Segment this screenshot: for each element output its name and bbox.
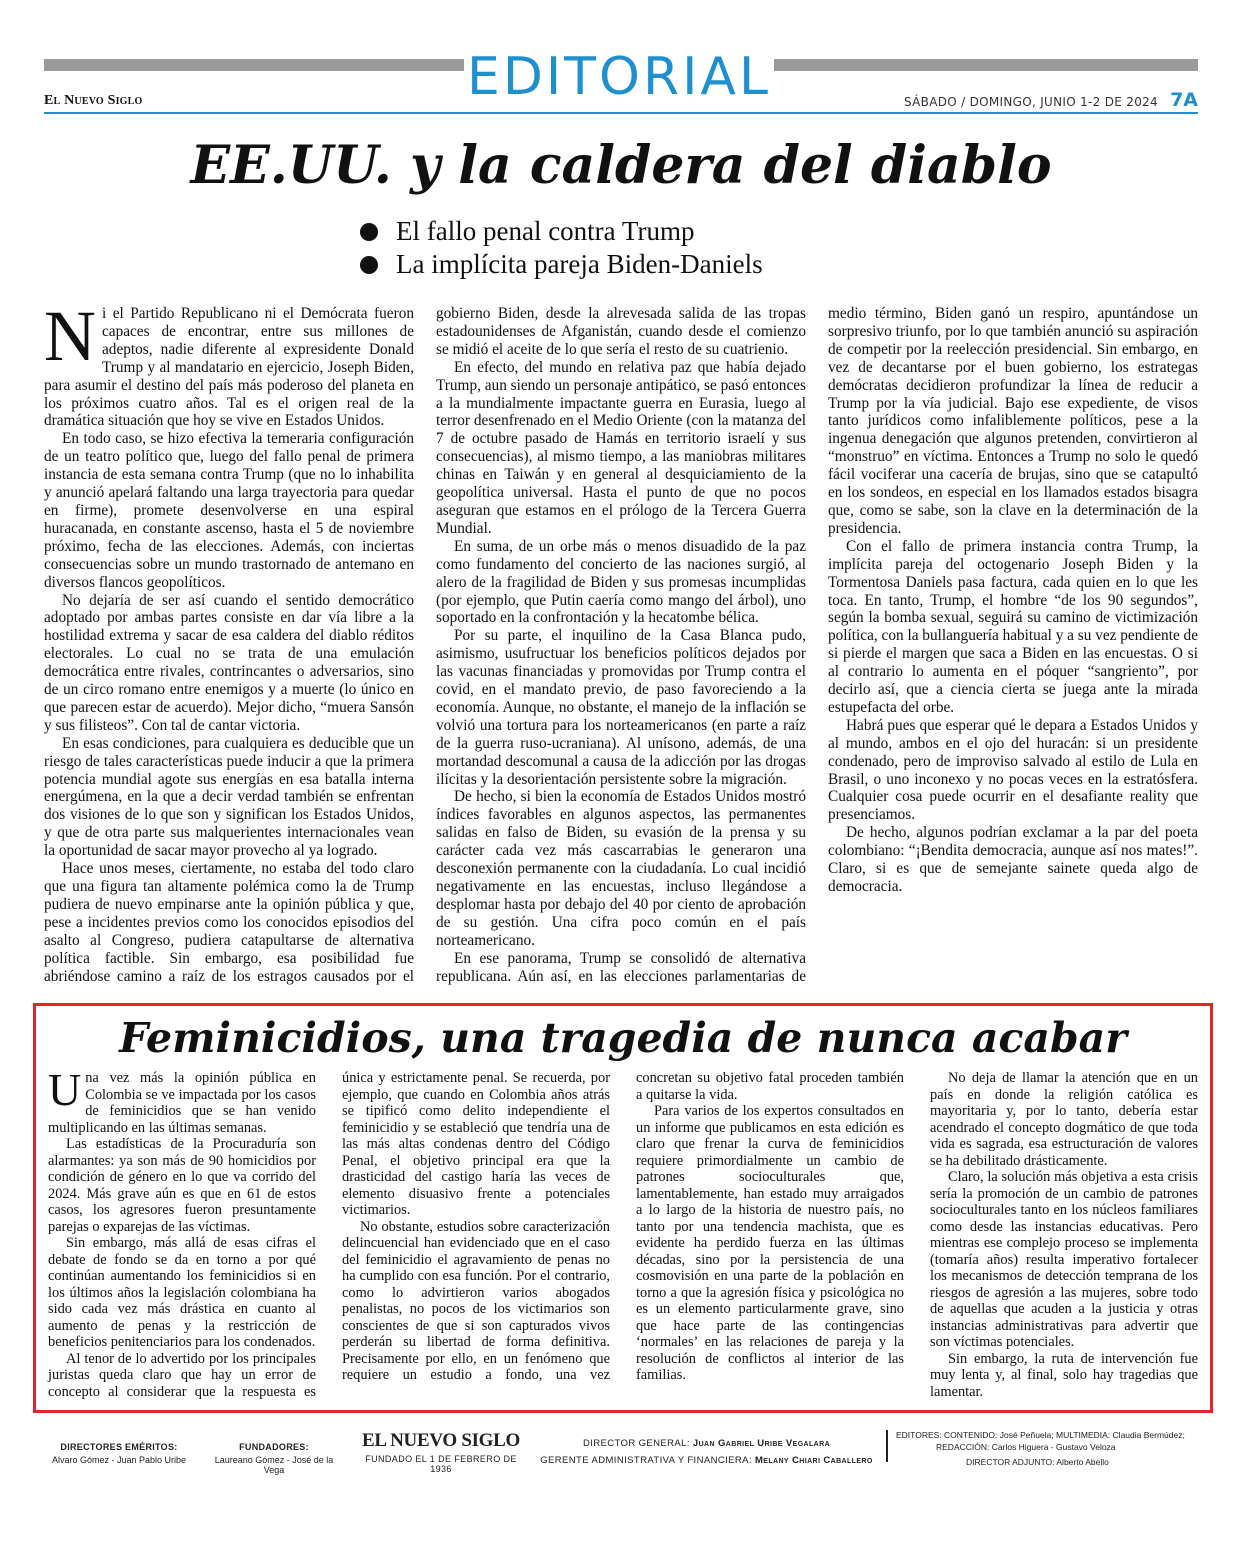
subhead-item [360,215,880,248]
fundadores: FUNDADORES: Laureano Gómez - José de la Vega [214,1442,334,1475]
article-paragraph: No dejaría de ser así cuando el sentido democrático adoptado por ambas partes consiste en dar vía libre a la hostilidad extrema y sacar de esa caldera del diablo réditos electorales. Lo cual no se trata de una emulación democrática entre rivales, contrincantes o adversarios, sino de un circo romano entre enemigos y a muerte (lo único en que parecen estar de acuerdo). Mejor dicho, “muera Sansón y sus filisteos”. Con tal de cantar victoria. [44,591,414,734]
header-bar-right [774,59,1198,71]
article-paragraph: Con el fallo de primera instancia contra Trump, la implícita pareja del octogenario Joseph Biden y la Tormentosa Daniels pasa factura, cada quien en lo que les toca. En tanto, Trump, el hombre “de los 90 segundos”, según la bomba sexual, seguirá su camino de victimización política, con la bullanguería habitual y a su vez pendiente de si pierde el margen que saca a Biden en las encuestas. O si al contrario lo aumenta en el póquer “sangriento”, por decirlo así, que a ciencia cierta se juega ante la mirada estupefacta del orbe. [828,537,1198,716]
header-bar-left [44,59,464,71]
bullet-icon [360,223,378,241]
page-header [44,47,1198,115]
article-paragraph: En todo caso, se hizo efectiva la temeraria configuración de un teatro político que, luego del fallo penal de primera instancia de esta semana contra Trump (que no lo inhabilita y anunció apelará faltando una larga trayectoria para quedar en firme), promete desenvolverse en una espiral huracanada, en constante ascenso, hasta el 5 de noviembre próximo, fecha de las elecciones. Además, con inciertas consecuencias sobre un mundo trastornado de antemano en diversos flancos geopolíticos. [44,430,414,591]
article-paragraph: Las estadísticas de la Procuraduría son alarmantes: ya son más de 90 homicidios por condición de género en lo que va corrido del 2024. Más grave aún es que en 61 de estos casos, los agresores fueron presuntamente parejas o exparejas de las víctimas. [48,1136,316,1235]
main-article-body [44,296,1198,990]
editors-block: EDITORES: CONTENIDO: José Peñuela; MULTIMEDIA: Claudia Bermúdez; REDACCIÓN: Carlos Higuera - Gustavo Veloza DIRECTOR ADJUNTO: Alberto Abello [896,1430,1185,1467]
article-paragraph: Ni el Partido Republicano ni el Demócrata fueron capaces de encontrar, entre sus millones de adeptos, nadie diferente al expresidente Donald Trump y al mandatario en ejercicio, Joseph Biden, para asumir el destino del país más poderoso del planeta en los próximos cuatro años. Tal es el origen real de la dramática situación que hoy se vive en Estados Unidos. [44,296,414,430]
article-paragraph: De hecho, si bien la economía de Estados Unidos mostró índices favorables en algunos aspectos, las permanentes salidas en falso de Biden, su evasión de la prensa y su carácter cada vez más cascarrabias le generaron una desconexión permanente con la ciudadanía. Lo cual incidió negativamente en las encuestas, incluso llegándose a desplomar hasta por debajo del 40 por ciento de aprobación de su gestión. Una cifra poco común en el país norteamericano. [436,788,806,949]
page-number: 7A [1170,89,1198,111]
subheads [360,215,880,281]
box-article-body [48,1064,1198,1408]
page-footer [44,1430,1198,1490]
article-paragraph: En efecto, del mundo en relativa paz que había dejado Trump, aun siendo un personaje antipático, se pasó entonces a la mundialmente impactante guerra en Eurasia, luego al terror desenfrenado en el Medio Oriente (con la matanza del 7 de octubre pasado de Hamás en territorio israelí y sus consecuencias), al mismo tiempo, a las maniobras militares chinas en Taiwán y en general al desquiciamiento de la geopolítica universal. Hasta el punto de que no pocos aseguran que estamos en el prólogo de la Tercera Guerra Mundial. [436,358,806,537]
founded-date: FUNDADO EL 1 DE FEBRERO DE 1936 [365,1454,517,1474]
article-paragraph: En esas condiciones, para cualquiera es deducible que un riesgo de tales características puede inducir a que la primera potencia mundial agote sus energías en esa batalla interna energúmena, en la que a decir verdad también se enfrentan dos visiones de lo que son y significan los Estados Unidos, y que de otra parte sus malquerientes internacionales vean la oportunidad de sacar mayor provecho al ya logrado. [44,734,414,860]
footer-logo: EL NUEVO SIGLO [361,1430,521,1451]
drop-cap: U [48,1064,82,1115]
article-paragraph: Claro, la solución más objetiva a esta crisis sería la promoción de un cambio de patrones socioculturales tanto en los núcleos familiares como desde las instancias educativas. Pero mientras ese complejo proceso se implementa (tomaría años) resulta imperativo fortalecer los mecanismos de detección temprana de los riesgos de agresión a las mujeres, sobre todo de aquellas que acuden a la justicia y otras instancias administrativas para advertir que son víctimas potenciales. [930,1169,1198,1350]
masthead: El Nuevo Siglo [44,93,143,108]
drop-cap: N [44,296,96,376]
footer-divider [886,1430,888,1462]
subhead-text: La implícita pareja Biden-Daniels [396,249,763,279]
article-paragraph: Para varios de los expertos consultados en un informe que publicamos en esta edición es claro que frenar la curva de feminicidios requiere primordialmente un cambio de patrones socioculturales que, lamentablemente, han estado muy arraigados a lo largo de la historia de nuestro país, no tanto por una tendencia machista, que es evidente ha perdido fuerza en las últimas décadas, sino por la persistencia de una cosmovisión en una parte de la población en torno a que la agresión física y psicológica no es un elemento particularmente grave, sino que hace parte de las contingencias ‘normales’ en las relaciones de pareja y la resolución de conflictos al interior de las familias. [636,1103,904,1383]
article-paragraph: No obstante, estudios sobre caracterización delincuencial han evidenciado que en el caso del feminicidio el agravamiento de penas no ha cumplido con esa función. Por el contrario, como lo advirtieron varios abogados penalistas, no pocos de los victimarios son conscientes de que si son capturados vivos perderán su libertad de forma definitiva. Precisamente por ello, en un fenómeno que requiere un estudio a fondo, una vez concretan su objetivo fatal proceden también a quitarse la vida. [342,1070,904,1383]
directores-emeritos: DIRECTORES EMÉRITOS: Alvaro Gómez - Juan Pablo Uribe [51,1442,187,1465]
article-paragraph: No deja de llamar la atención que en un país en donde la religión católica es mayoritaria y, por lo tanto, debería estar acendrado el concepto dogmático de que toda vida es sagrada, esa estructuración de valores se ha debilitado drásticamente. [930,1070,1198,1169]
main-headline: EE.UU. y la caldera del diablo [190,135,1052,196]
article-paragraph: Sin embargo, más allá de esas cifras el debate de fondo se da en torno a por qué continúan aumentando los feminicidios si en los últimos años la legislación colombiana ha sido cada vez más drástica en cuanto al aumento de penas y la restricción de beneficios penitenciarios para los condenados. [48,1235,316,1350]
article-paragraph: Por su parte, el inquilino de la Casa Blanca pudo, asimismo, usufructuar los beneficios políticos dejados por las vacunas financiadas y promovidas por Trump contra el covid, en el mandato previo, de paso favoreciendo a la economía. Aunque, no obstante, el manejo de la inflación se volvió una tortura para los norteamericanos (en parte a raíz de la guerra ruso-ucraniana). Al unísono, además, de una mortandad descomunal a causa de la adicción por las drogas ilícitas y la desorientación persistente sobre la migración. [436,627,806,788]
article-paragraph: En suma, de un orbe más o menos disuadido de la paz como fundamento del concierto de las naciones surgió, al alero de la fragilidad de Biden y sus promesas incumplidas (por ejemplo, que Putin caería como mango del árbol), uno soportado en la confrontación y la hecatombe bélica. [436,537,806,627]
feminicidios-box [33,1003,1213,1413]
article-paragraph: Sin embargo, la ruta de intervención fue muy lenta y, al final, solo hay tragedias que lamentar. [930,1350,1198,1400]
subhead-text: El fallo penal contra Trump [396,216,695,246]
article-paragraph: Al tenor de lo advertido por los principales juristas queda claro que hay un error de concepto al considerar que la respuesta es única y estrictamente penal. Se recuerda, por ejemplo, que cuando en Colombia años atrás se tipificó como delito independiente el feminicidio y se estableció que tendría una de las más altas condenas dentro del Código Penal, el objetivo principal era que la drasticidad del castigo haría las veces de elemento disuasivo frente a potenciales victimarios. [48,1070,610,1400]
subhead-item [360,248,880,281]
article-paragraph: De hecho, algunos podrían exclamar a la par del poeta colombiano: “¡Bendita democracia, aunque así nos mates!”. Claro, si es que de semejante sainete queda algo de democracia. [828,824,1198,895]
footer-logo-block [356,1430,526,1474]
article-paragraph: Habrá pues que esperar qué le depara a Estados Unidos y al mundo, ambos en el ojo del huracán: si un presidente condenado, pero de improviso salvado al estilo de Lula en Brasil, o uno inconexo y no pocas veces en la estratósfera. Cualquier cosa puede ocurrir en el desafiante reality que presenciamos. [828,716,1198,824]
article-paragraph: Hace unos meses, ciertamente, no estaba del todo claro que una figura tan altamente polémica como la de Trump pudiera de nuevo empinarse ante la opinión pública y que, pese a incidentes previos como los conocidos episodios del asalto al Congreso, pudiera catapultarse de alternativa política factible. Sin embargo, esa posibilidad fue abriéndose camino a raíz de los estragos causados por el gobierno Biden, desde la alrevesada salida de las tropas estadounidenses de Afganistán, cuando desde el comienzo se midió el aceite de lo que sería el resto de su cuatrienio. [44,305,806,985]
article-paragraph: Una vez más la opinión pública en Colombia se ve impactada por los casos de feminicidios que se han venido multiplicando en las últimas semanas. [48,1064,316,1136]
header-rule [44,112,1198,114]
box-headline: Feminicidios, una tragedia de nunca acabar [119,1014,1127,1062]
section-title: EDITORIAL [467,47,771,107]
article-paragraph: En ese panorama, Trump se consolidó de alternativa republicana. Aún así, en las elecciones parlamentarias de medio término, Biden ganó un respiro, apuntándose un sorpresivo triunfo, por lo que también anunció su aspiración de competir por la reelección presidencial. Sin embargo, en vez de decantarse por el buen gobierno, los estrategas demócratas decidieron profundizar la línea de reducir a Trump por la vía judicial. Bajo ese expediente, de visos tanto jurídicos como infaliblemente políticos, pese a la ingenua denegación que algunos pretenden, convirtieron al “monstruo” en víctima. Entonces a Trump no solo le quedó fácil vociferar una cacería de brujas, sino que se catapultó en los sondeos, en especial en los llamados estados bisagra que, como se sabe, son la clave en la determinación de la presidencia. [436,305,1198,985]
dateline: SÁBADO / DOMINGO, JUNIO 1-2 DE 2024 [904,95,1158,109]
directors-block: DIRECTOR GENERAL: Juan Gabriel Uribe Vegalara GERENTE ADMINISTRATIVA Y FINANCIERA: Melany Chiari Caballero [540,1438,873,1466]
bullet-icon [360,256,378,274]
